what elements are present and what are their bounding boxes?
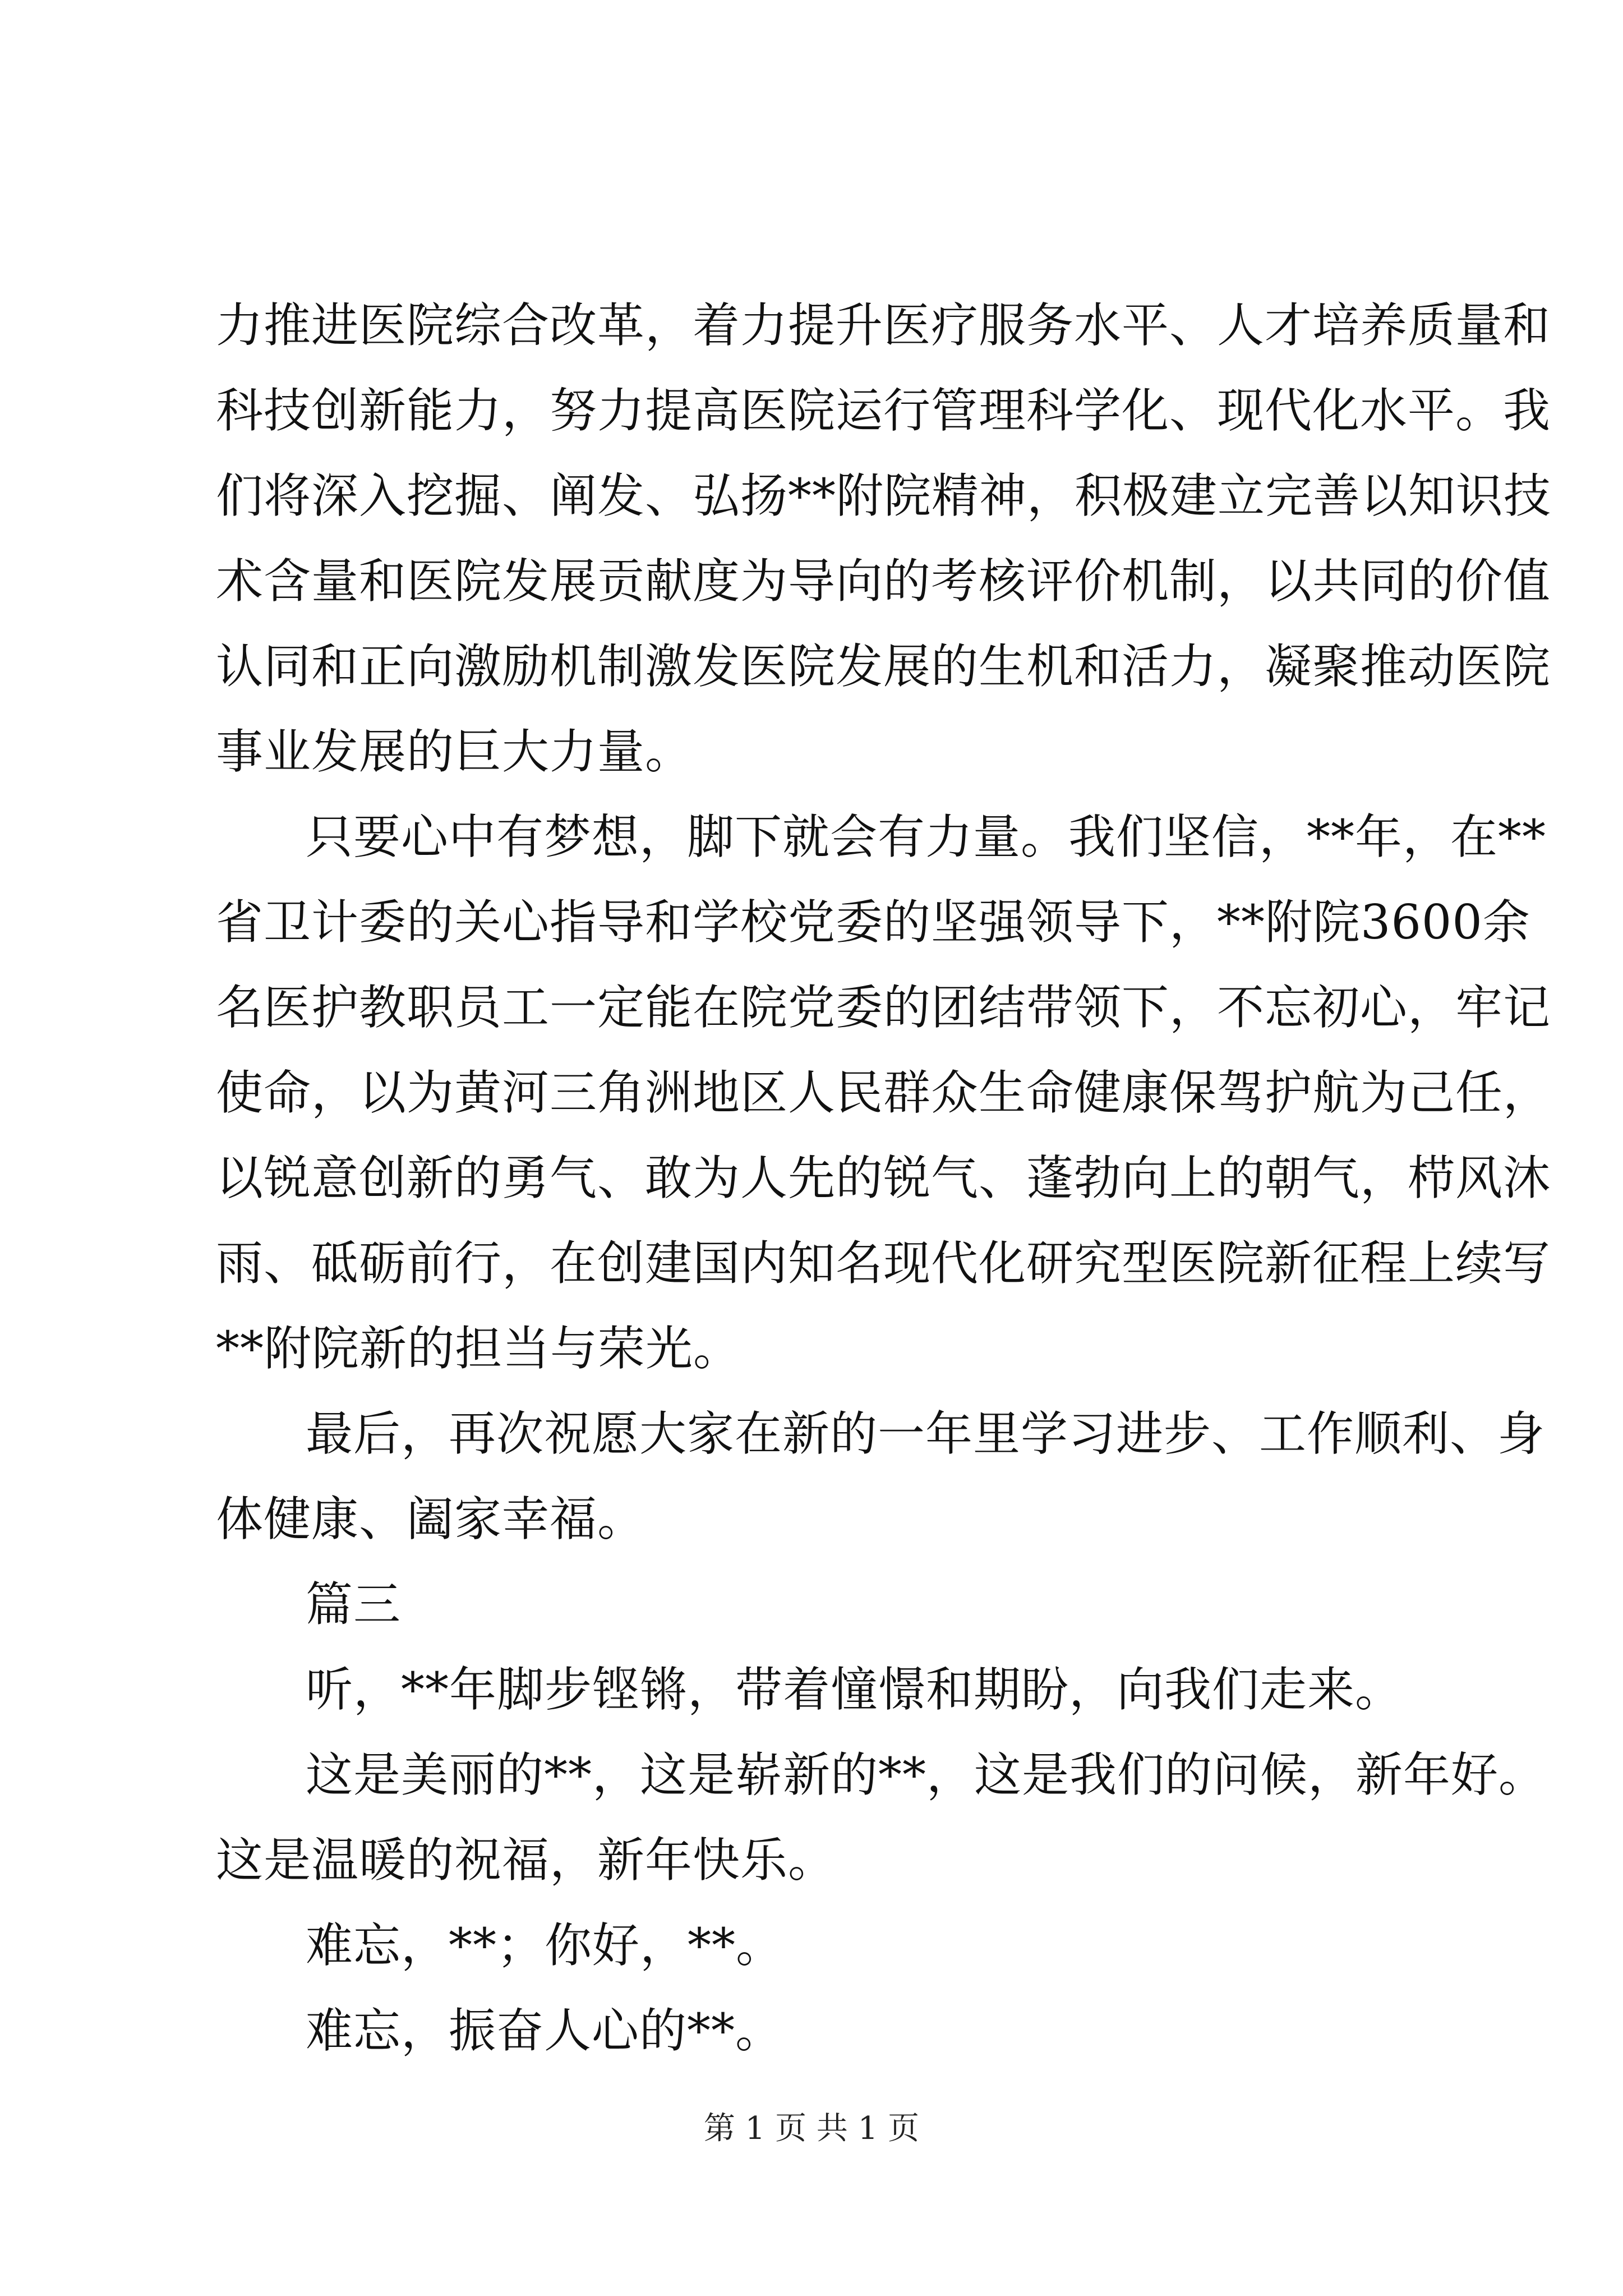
text-line: 这是温暖的祝福，新年快乐。 bbox=[216, 1833, 836, 1888]
section-heading: 篇三 bbox=[306, 1577, 402, 1632]
page-footer: 第 1 页 共 1 页 bbox=[703, 2110, 920, 2147]
text-line: 只要心中有梦想，脚下就会有力量。我们坚信，**年，在** bbox=[306, 809, 1547, 864]
text-line: 难忘，振奋人心的**。 bbox=[306, 2003, 783, 2058]
text-line: 这是美丽的**，这是崭新的**，这是我们的问候，新年好。 bbox=[306, 1747, 1547, 1802]
text-line: 认同和正向激励机制激发医院发展的生机和活力，凝聚推动医院 bbox=[216, 639, 1551, 694]
text-line: 科技创新能力，努力提高医院运行管理科学化、现代化水平。我 bbox=[216, 383, 1551, 438]
text-line: 雨、砥砺前行，在创建国内知名现代化研究型医院新征程上续写 bbox=[216, 1236, 1551, 1291]
text-line: **附院新的担当与荣光。 bbox=[216, 1321, 741, 1376]
text-line: 使命，以为黄河三角洲地区人民群众生命健康保驾护航为己任， bbox=[216, 1065, 1551, 1120]
text-line: 术含量和医院发展贡献度为导向的考核评价机制，以共同的价值 bbox=[216, 554, 1551, 609]
text-line: 们将深入挖掘、阐发、弘扬**附院精神，积极建立完善以知识技 bbox=[216, 468, 1552, 523]
text-line: 听，**年脚步铿锵，带着憧憬和期盼，向我们走来。 bbox=[306, 1662, 1403, 1717]
text-line: 难忘，**；你好，**。 bbox=[306, 1918, 784, 1973]
text-line: 力推进医院综合改革，着力提升医疗服务水平、人才培养质量和 bbox=[216, 298, 1551, 353]
text-line: 事业发展的巨大力量。 bbox=[216, 724, 693, 779]
text-line: 省卫计委的关心指导和学校党委的坚强领导下，**附院3600余 bbox=[216, 895, 1530, 950]
text-line: 最后，再次祝愿大家在新的一年里学习进步、工作顺利、身 bbox=[306, 1406, 1546, 1461]
text-line: 以锐意创新的勇气、敢为人先的锐气、蓬勃向上的朝气，栉风沐 bbox=[216, 1151, 1551, 1205]
text-line: 名医护教职员工一定能在院党委的团结带领下，不忘初心，牢记 bbox=[216, 980, 1551, 1035]
text-line: 体健康、阖家幸福。 bbox=[216, 1492, 645, 1547]
